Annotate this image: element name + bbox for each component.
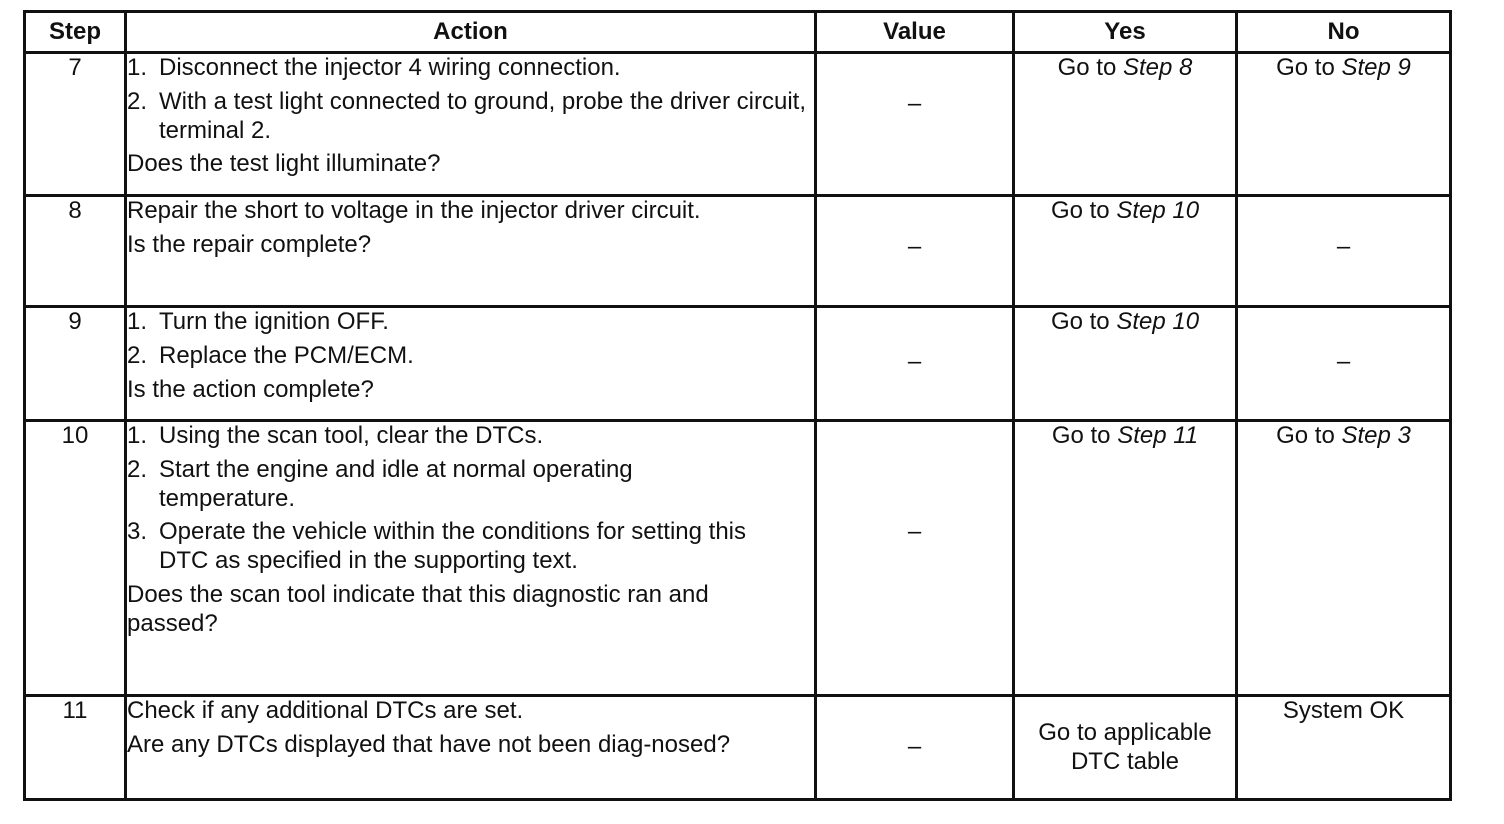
step-number: 7 (25, 53, 126, 196)
action-question: Are any DTCs displayed that have not been diag-nosed? (127, 730, 731, 758)
action-text: Check if any additional DTCs are set. (127, 697, 524, 724)
yes-step-ref: Step 11 (1117, 422, 1199, 449)
table-row (25, 196, 1451, 307)
action-cell (126, 421, 816, 696)
table-row (25, 53, 1451, 196)
value-cell: – (816, 421, 1014, 696)
table-row (25, 696, 1451, 800)
value-cell: – (816, 307, 1014, 421)
header-row (25, 12, 1451, 53)
yes-cell: Go to Step 10 (1014, 307, 1237, 421)
yes-cell: Go to Step 10 (1014, 196, 1237, 307)
action-cell (126, 307, 816, 421)
action-item: 2. Replace the PCM/ECM. (127, 341, 414, 369)
action-question: Is the action complete? (127, 375, 374, 403)
header-value: Value (816, 12, 1014, 53)
action-item: 1. Using the scan tool, clear the DTCs. (127, 422, 544, 449)
action-question: Does the scan tool indicate that this diagnostic ran and passed? (127, 580, 709, 637)
yes-cell: Go to Step 11 (1014, 421, 1237, 696)
yes-cell: Go to Step 8 (1014, 53, 1237, 196)
diagnostic-table (23, 10, 1452, 801)
yes-step-ref: Step 10 (1116, 197, 1200, 224)
no-cell: System OK (1237, 696, 1451, 800)
step-number: 10 (25, 421, 126, 696)
action-question: Does the test light illuminate? (127, 150, 441, 178)
header-no: No (1237, 12, 1451, 53)
table-row (25, 421, 1451, 696)
action-item: 2. With a test light connected to ground, probe the driver circuit, terminal 2. (127, 87, 807, 144)
yes-step-ref: Step 8 (1122, 54, 1193, 81)
step-number: 11 (25, 696, 126, 800)
value-cell: – (816, 196, 1014, 307)
step-number: 9 (25, 307, 126, 421)
action-item: 3. Operate the vehicle within the conditions for setting this DTC as specified in the supporting text. (127, 518, 746, 575)
no-cell: – (1237, 196, 1451, 307)
action-question: Is the repair complete? (127, 230, 372, 258)
no-step-ref: Step 9 (1341, 54, 1411, 81)
table-row (25, 307, 1451, 421)
yes-step-ref: Step 10 (1116, 308, 1200, 335)
action-item: 1. Turn the ignition OFF. (127, 308, 389, 335)
no-cell: – (1237, 307, 1451, 421)
action-cell (126, 53, 816, 196)
action-item: 2. Start the engine and idle at normal operating temperature. (127, 455, 633, 512)
header-yes: Yes (1014, 12, 1237, 53)
header-step: Step (25, 12, 126, 53)
value-cell: – (816, 53, 1014, 196)
action-cell (126, 196, 816, 307)
action-cell (126, 696, 816, 800)
header-action: Action (126, 12, 816, 53)
yes-cell: Go to applicable DTC table (1014, 696, 1237, 800)
action-text: Repair the short to voltage in the injector driver circuit. (127, 197, 701, 224)
step-number: 8 (25, 196, 126, 307)
value-cell: – (816, 696, 1014, 800)
action-item: 1. Disconnect the injector 4 wiring connection. (127, 54, 621, 81)
no-step-ref: Step 3 (1341, 422, 1411, 449)
no-cell: Go to Step 9 (1237, 53, 1451, 196)
no-cell: Go to Step 3 (1237, 421, 1451, 696)
